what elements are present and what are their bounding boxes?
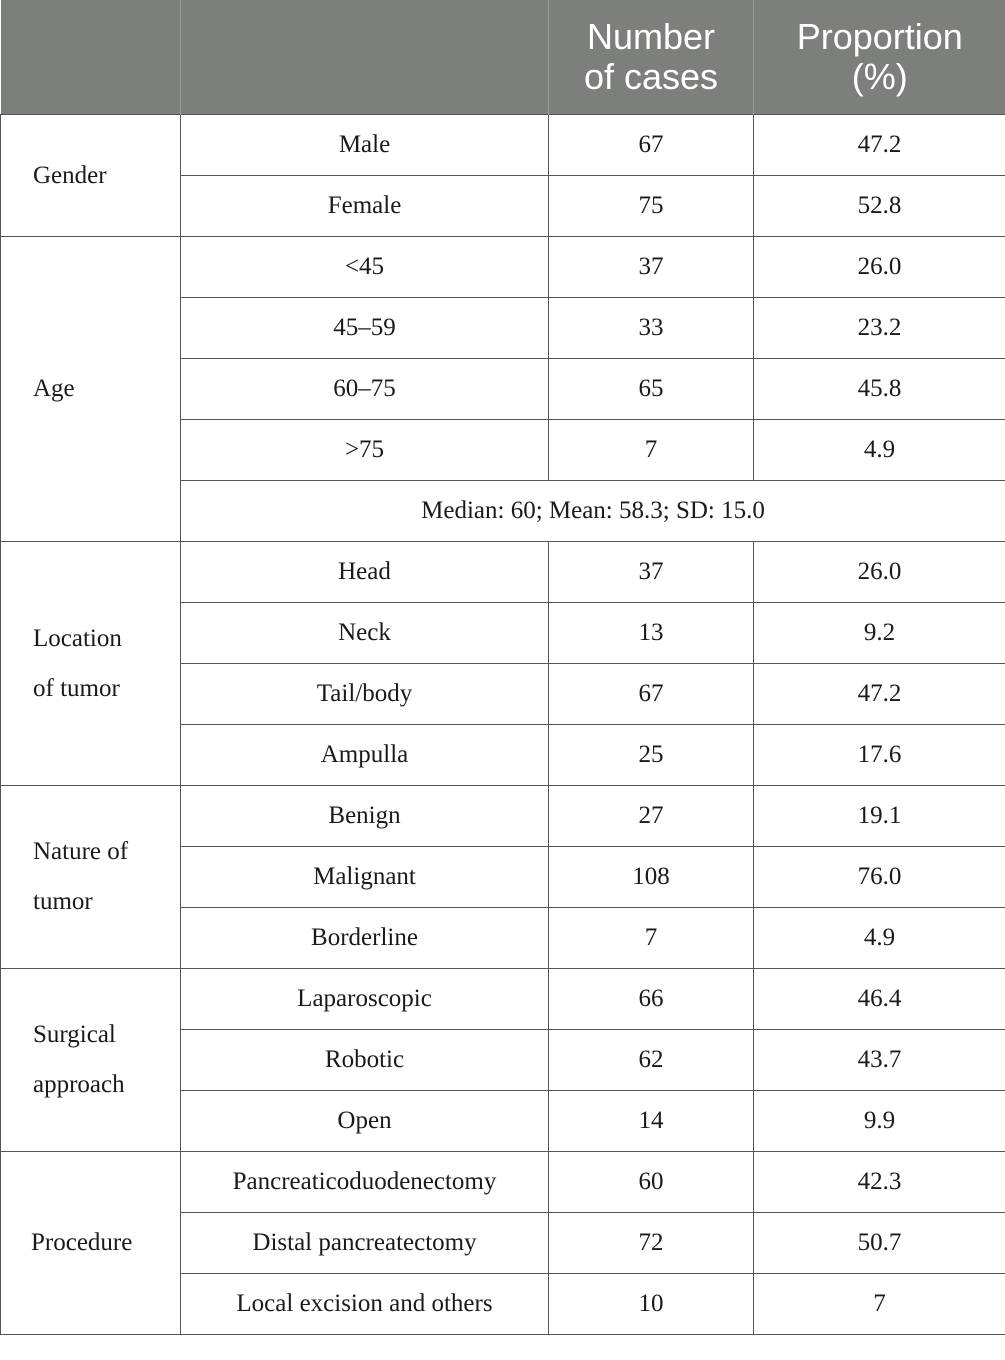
count-cell: 65 — [549, 359, 754, 420]
table-row — [1, 542, 1005, 603]
subcategory-cell: Male — [181, 115, 549, 176]
header-row — [1, 0, 1005, 115]
category-label: Surgical — [33, 1021, 116, 1048]
subcategory-cell: Malignant — [181, 847, 549, 908]
header-number-of-cases — [549, 0, 754, 115]
count-cell: 72 — [549, 1213, 754, 1274]
subcategory-cell: 60–75 — [181, 359, 549, 420]
table-body — [1, 115, 1005, 1335]
count-cell: 66 — [549, 969, 754, 1030]
subcategory-cell: Pancreaticoduodenectomy — [181, 1152, 549, 1213]
subcategory-cell: >75 — [181, 420, 549, 481]
header-number-line2: of cases — [583, 56, 719, 97]
count-cell: 67 — [549, 115, 754, 176]
proportion-cell: 19.1 — [754, 786, 1005, 847]
header-proportion-line1: Proportion — [796, 16, 963, 57]
proportion-cell: 76.0 — [754, 847, 1005, 908]
subcategory-cell: Local excision and others — [181, 1274, 549, 1335]
count-cell: 14 — [549, 1091, 754, 1152]
table-row — [1, 1152, 1005, 1213]
table-row — [1, 969, 1005, 1030]
header-number-line1: Number — [586, 16, 716, 57]
proportion-cell: 4.9 — [754, 908, 1005, 969]
subcategory-cell: Laparoscopic — [181, 969, 549, 1030]
count-cell: 10 — [549, 1274, 754, 1335]
subcategory-cell: <45 — [181, 237, 549, 298]
count-cell: 27 — [549, 786, 754, 847]
proportion-cell: 47.2 — [754, 664, 1005, 725]
proportion-cell: 46.4 — [754, 969, 1005, 1030]
subcategory-cell: Tail/body — [181, 664, 549, 725]
count-cell: 75 — [549, 176, 754, 237]
category-label: approach — [33, 1071, 125, 1098]
category-label: of tumor — [33, 674, 120, 702]
subcategory-cell: Head — [181, 542, 549, 603]
proportion-cell: 47.2 — [754, 115, 1005, 176]
proportion-cell: 9.2 — [754, 603, 1005, 664]
count-cell: 37 — [549, 237, 754, 298]
count-cell: 108 — [549, 847, 754, 908]
table-row — [1, 115, 1005, 176]
subcategory-cell: Female — [181, 176, 549, 237]
count-cell: 33 — [549, 298, 754, 359]
category-label: Location — [33, 624, 122, 652]
count-cell: 67 — [549, 664, 754, 725]
subcategory-cell: Neck — [181, 603, 549, 664]
proportion-cell: 50.7 — [754, 1213, 1005, 1274]
table-row — [1, 237, 1005, 298]
count-cell: 7 — [549, 908, 754, 969]
header-subcategory — [181, 0, 549, 115]
count-cell: 13 — [549, 603, 754, 664]
category-cell — [1, 115, 181, 237]
category-label: Nature of — [33, 838, 129, 865]
summary-cell: Median: 60; Mean: 58.3; SD: 15.0 — [181, 481, 1005, 542]
table-row — [1, 786, 1005, 847]
proportion-cell: 9.9 — [754, 1091, 1005, 1152]
count-cell: 60 — [549, 1152, 754, 1213]
category-cell — [1, 1152, 181, 1335]
proportion-cell: 4.9 — [754, 420, 1005, 481]
category-cell — [1, 786, 181, 969]
header-proportion-line2: (%) — [851, 56, 908, 97]
category-cell — [1, 969, 181, 1152]
subcategory-cell: Open — [181, 1091, 549, 1152]
proportion-cell: 23.2 — [754, 298, 1005, 359]
proportion-cell: 43.7 — [754, 1030, 1005, 1091]
category-cell — [1, 237, 181, 542]
count-cell: 62 — [549, 1030, 754, 1091]
proportion-cell: 52.8 — [754, 176, 1005, 237]
proportion-cell: 7 — [754, 1274, 1005, 1335]
proportion-cell: 26.0 — [754, 237, 1005, 298]
proportion-cell: 17.6 — [754, 725, 1005, 786]
count-cell: 37 — [549, 542, 754, 603]
proportion-cell: 42.3 — [754, 1152, 1005, 1213]
category-label: Gender — [33, 161, 107, 189]
count-cell: 25 — [549, 725, 754, 786]
category-label: Procedure — [31, 1229, 133, 1256]
count-cell: 7 — [549, 420, 754, 481]
subcategory-cell: Robotic — [181, 1030, 549, 1091]
category-cell — [1, 542, 181, 786]
proportion-cell: 26.0 — [754, 542, 1005, 603]
category-label: Age — [33, 375, 75, 402]
subcategory-cell: Borderline — [181, 908, 549, 969]
subcategory-cell: Distal pancreatectomy — [181, 1213, 549, 1274]
subcategory-cell: Ampulla — [181, 725, 549, 786]
category-label: tumor — [33, 888, 93, 915]
header-proportion — [754, 0, 1005, 115]
subcategory-cell: Benign — [181, 786, 549, 847]
subcategory-cell: 45–59 — [181, 298, 549, 359]
proportion-cell: 45.8 — [754, 359, 1005, 420]
header-category — [1, 0, 181, 115]
